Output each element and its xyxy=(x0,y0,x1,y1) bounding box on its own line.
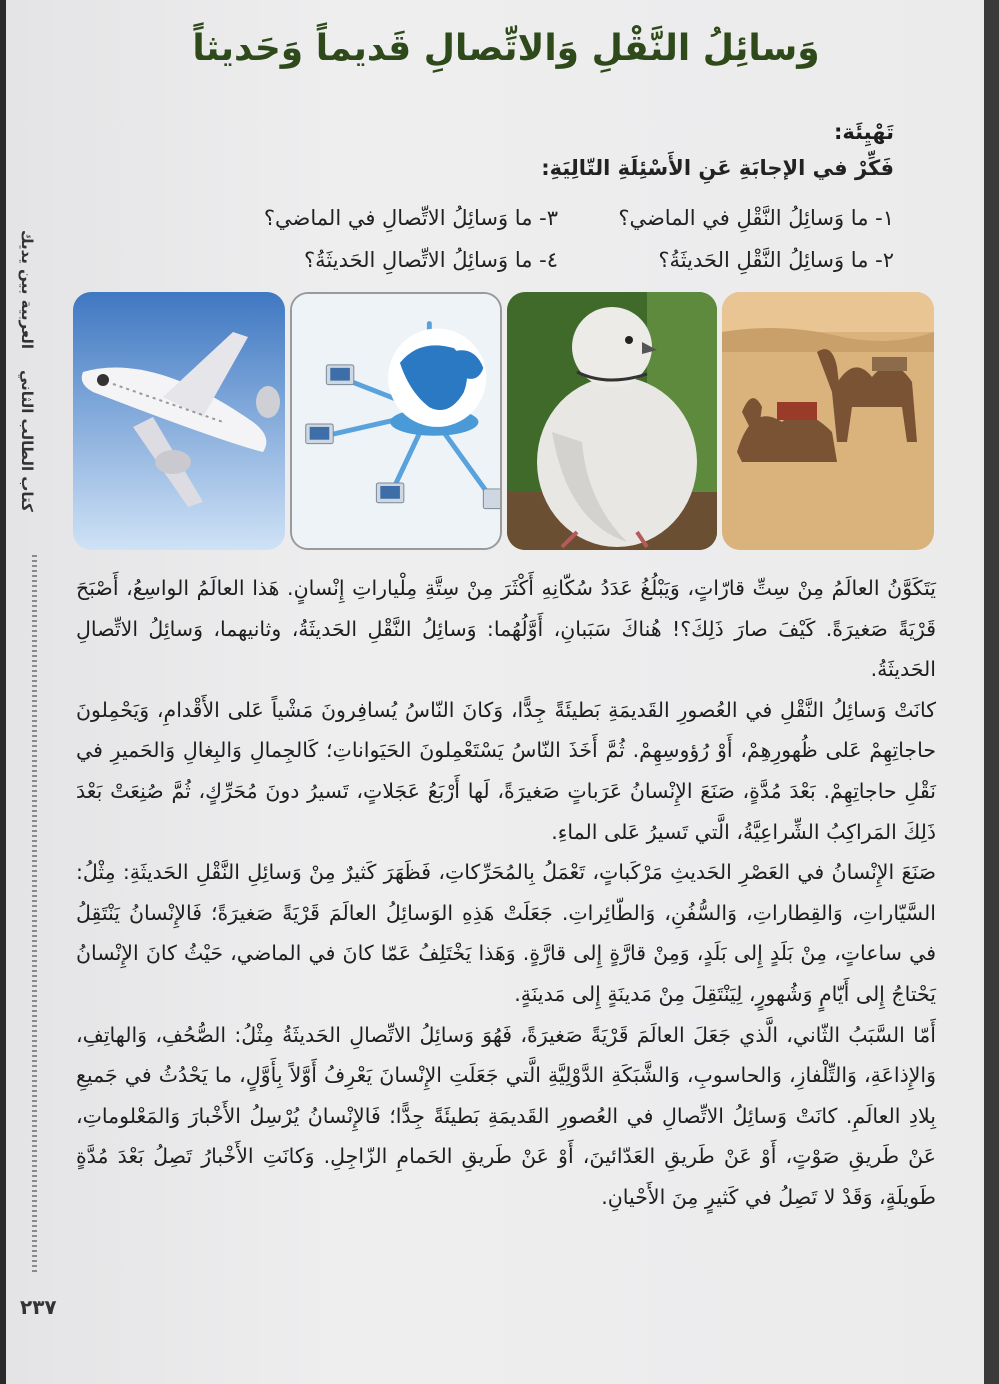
book-title: كتاب الطالب الثاني xyxy=(18,370,36,512)
series-title: العربية بين يديك xyxy=(18,230,36,350)
page-edge xyxy=(984,0,999,1384)
intro-label: تَهْيِئَة: xyxy=(833,120,894,144)
question-4: ٤- ما وَسائِلُ الاتِّصالِ الحَديثَةُ؟ xyxy=(303,248,558,272)
network-globe-photo xyxy=(290,292,502,550)
body-paragraph-4: أَمّا السَّبَبُ الثّاني، الَّذي جَعَلَ العالَمَ قَرْيَةً صَغيرَةً، فَهُوَ وَسائِلُ الاتِّصالِ الحَديثَةُ مِثْلُ: الصُّحُفِ، وَالهاتِفِ، وَالإِذاعَةِ، وَالتِّلْفازِ، وَالحاسوبِ، وَالشَّبَكَةِ الدَّوْلِيَّةِ الَّتي جَعَلَتِ الإِنْسانَ يَعْرِفُ أَوَّلاً بِأَوَّلٍ، ما يَحْدُثُ في جَميعِ بِلادِ العالَمِ. كانَتْ وَسائِلُ الاتِّصالِ في العُصورِ القَديمَةِ بَطيئَةً جِدًّا؛ فَالإِنْسانُ يُرْسِلُ الأَخْبارَ وَالمَعْلوماتِ، عَنْ طَريقِ صَوْتٍ، أَوْ عَنْ طَريقِ العَدّائينَ، أَوْ عَنْ طَريقِ الحَمامِ الزّاجِلِ. وَكانَتِ الأَخْبارُ تَصِلُ بَعْدَ مُدَّةٍ طَويلَةٍ، وَقَدْ لا تَصِلُ في كَثيرٍ مِنَ الأَحْيانِ. xyxy=(76,1022,936,1209)
question-1: ١- ما وَسائِلُ النَّقْلِ في الماضي؟ xyxy=(618,206,894,230)
book-page xyxy=(6,0,984,1384)
lesson-title: وَسائِلُ النَّقْلِ وَالاتِّصالِ قَديماً وَحَديثاً xyxy=(192,28,820,69)
margin-rule xyxy=(32,555,37,1275)
side-margin xyxy=(18,210,52,1370)
body-paragraph-1: يَتَكَوَّنُ العالَمُ مِنْ سِتِّ قارّاتٍ، وَيَبْلُغُ عَدَدُ سُكّانِهِ أَكْثَرَ مِنْ سِتَّةِ مِلْياراتِ إِنْسانٍ. هَذا العالَمُ الواسِعُ، أَصْبَحَ قَرْيَةً صَغيرَةً. كَيْفَ صارَ ذَلِكَ؟! هُناكَ سَبَبانِ، أَوَّلُهُما: وَسائِلُ النَّقْلِ الحَديثَةُ، وثانيهما، وَسائِلُ الاتِّصالِ الحَديثَةُ. xyxy=(76,576,936,682)
camels-photo xyxy=(722,292,934,550)
body-paragraph-3: صَنَعَ الإِنْسانُ في العَصْرِ الحَديثِ مَرْكَباتٍ، تَعْمَلُ بِالمُحَرِّكاتِ، فَظَهَرَ كَثيرٌ مِنْ وَسائِلِ النَّقْلِ الحَديثَةِ: مِثْلُ: السَّيّاراتِ، وَالقِطاراتِ، وَالسُّفُنِ، وَالطّائِراتِ. جَعَلَتْ هَذِهِ الوَسائِلُ العالَمَ قَرْيَةً صَغيرَةً؛ فَالإِنْسانُ يَنْتَقِلُ في ساعاتٍ، مِنْ بَلَدٍ إِلى بَلَدٍ، وَمِنْ قارَّةٍ إِلى قارَّةٍ. وَهَذا يَخْتَلِفُ عَمّا كانَ في الماضي، حَيْثُ كانَ الإِنْسانُ يَحْتاجُ إِلى أَيّامٍ وَشُهورٍ، لِيَنْتَقِلَ مِنْ مَدينَةٍ إِلى مَدينَةٍ. xyxy=(76,860,936,1006)
airplane-photo xyxy=(73,292,285,550)
question-3: ٣- ما وَسائِلُ الاتِّصالِ في الماضي؟ xyxy=(263,206,558,230)
intro-prompt: فَكِّرْ في الإجابَةِ عَنِ الأَسْئِلَةِ التّالِيَةِ: xyxy=(541,156,894,180)
body-paragraph-2: كانَتْ وَسائِلُ النَّقْلِ في العُصورِ القَديمَةِ بَطيئَةً جِدًّا، وَكانَ النّاسُ يُسافِرونَ مَشْياً عَلى الأَقْدامِ، وَيَحْمِلونَ حاجاتِهِمْ عَلى ظُهورِهِمْ، أَوْ رُؤوسِهِمْ. ثُمَّ أَخَذَ النّاسُ يَسْتَعْمِلونَ الحَيَواناتِ؛ كَالجِمالِ وَالبِغالِ وَالحَميرِ في نَقْلِ حاجاتِهِمْ. بَعْدَ مُدَّةٍ، صَنَعَ الإِنْسانُ عَرَباتٍ صَغيرَةً، لَها أَرْبَعُ عَجَلاتٍ، تَسيرُ دونَ مُحَرِّكٍ، ثُمَّ صُنِعَتْ بَعْدَ ذَلِكَ المَراكِبُ الشِّراعِيَّةُ، الَّتي تَسيرُ عَلى الماءِ. xyxy=(76,697,936,844)
pigeon-photo xyxy=(507,292,717,550)
page-number: ٢٣٧ xyxy=(20,1295,57,1319)
lesson-body xyxy=(76,568,936,1218)
intro-section xyxy=(541,120,894,180)
question-2: ٢- ما وَسائِلُ النَّقْلِ الحَديثَةُ؟ xyxy=(658,248,894,272)
